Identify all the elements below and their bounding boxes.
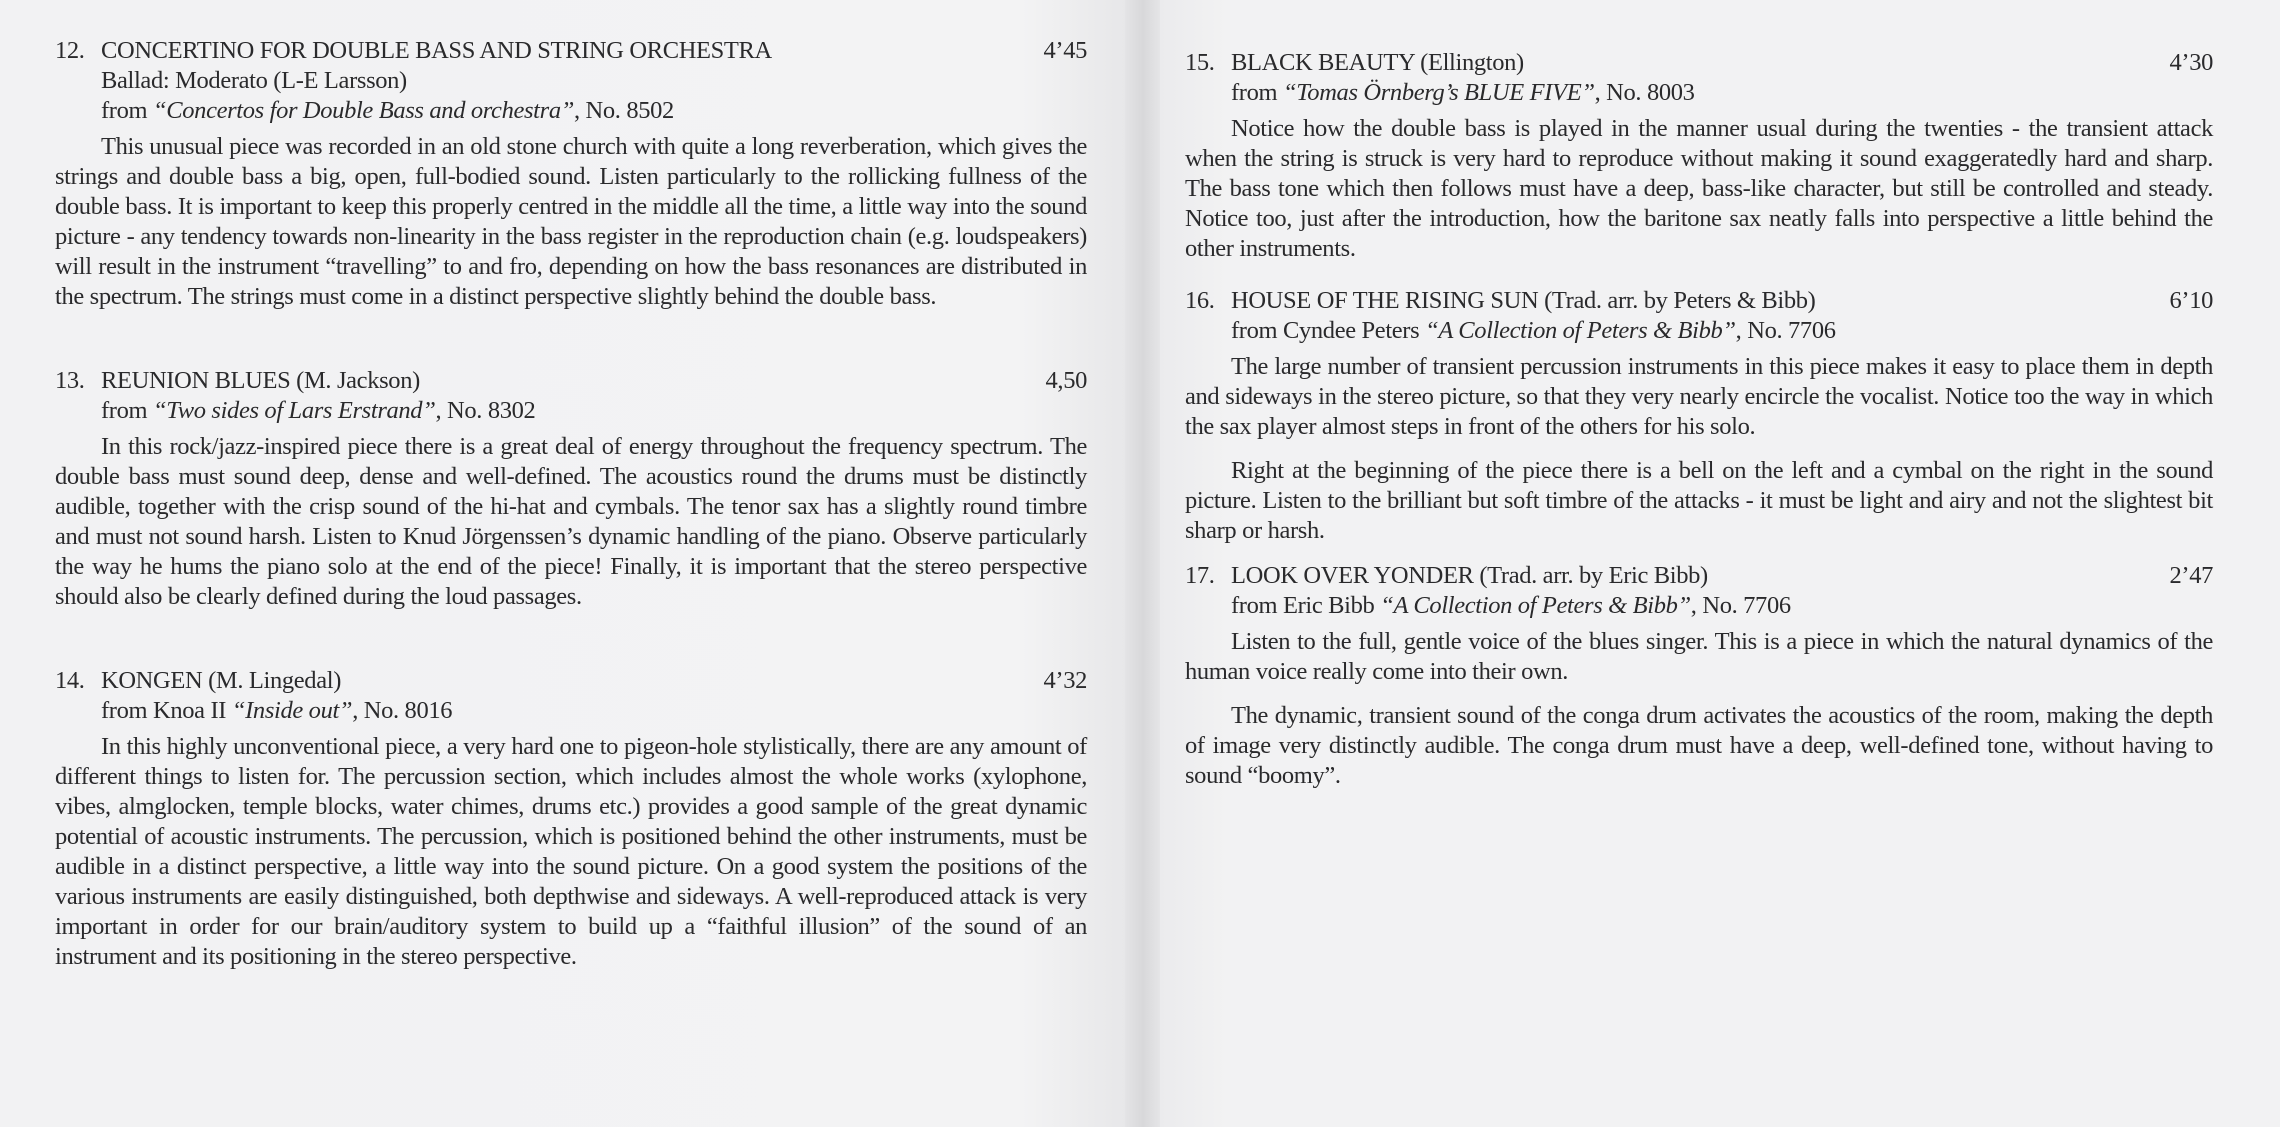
track-number: 14. <box>55 667 85 694</box>
track-source-line <box>55 96 1087 126</box>
track-title-line <box>55 366 420 396</box>
track-description: The dynamic, transient sound of the conga drum activates the acoustics of the room, making the depth of image very distinctly audible. The conga drum must have a deep, well-defined tone, without having to sound “boomy”. <box>1185 702 2213 789</box>
track-title: CONCERTINO FOR DOUBLE BASS AND STRING ORCHESTRA <box>101 37 772 64</box>
booklet-spine <box>1125 0 1165 1127</box>
track-duration: 4’45 <box>1043 37 1087 64</box>
track-title-line <box>1185 48 1524 78</box>
track-composer: (Trad. arr. by Peters & Bibb) <box>1538 287 1816 314</box>
track-source-line <box>1185 591 2213 621</box>
track-source-line <box>55 396 1087 426</box>
track-heading <box>55 666 1087 696</box>
source-prefix: from <box>1231 79 1283 106</box>
track-duration: 2’47 <box>2169 562 2213 589</box>
track-composer: (M. Lingedal) <box>202 667 341 694</box>
source-prefix: from Cyndee Peters <box>1231 317 1426 344</box>
track-source-line <box>55 66 1087 96</box>
album-title: “A Collection of Peters & Bibb” <box>1380 592 1691 619</box>
track-description: Right at the beginning of the piece there is a bell on the left and a cymbal on the right in the sound picture. Listen to the brilliant but soft timbre of the attacks - it must be light and airy and not the slightest bit sharp or harsh. <box>1185 457 2213 544</box>
track-title: HOUSE OF THE RISING SUN <box>1231 287 1539 314</box>
track-number: 13. <box>55 367 85 394</box>
track-source-line <box>1185 316 2213 346</box>
track-description: In this highly unconventional piece, a very hard one to pigeon-hole stylistically, there are any amount of different things to listen for. The percussion section, which includes almost the whole works (xylophone, vibes, almglocken, temple blocks, water chimes, drums etc.) provides a good sample of the great dynamic potential of acoustic instruments. The percussion, which is positioned behind the other instruments, must be audible in a distinct perspective, a little way into the sound picture. On a good system the positions of the various instruments are easily distinguished, both depthwise and sideways. A well-reproduced attack is very important in order for our brain/auditory system to build up a “faithful illusion” of the sound of an instrument and its positioning in the stereo perspective. <box>55 733 1087 970</box>
catalog-number: , No. 8003 <box>1594 79 1695 106</box>
track-description: Listen to the full, gentle voice of the blues singer. This is a piece in which the natural dynamics of the human voice really come into their own. <box>1185 628 2213 685</box>
track-heading <box>1185 561 2213 591</box>
track-composer: (Ellington) <box>1414 49 1524 76</box>
track-heading <box>1185 286 2213 316</box>
catalog-number: , No. 8302 <box>435 397 536 424</box>
track-title-line <box>1185 561 1708 591</box>
track-description: The large number of transient percussion instruments in this piece makes it easy to place them in depth and sideways in the stereo picture, so that they very nearly encircle the vocalist. Notice too the way in which the sax player almost steps in front of the others for his solo. <box>1185 353 2213 440</box>
track-entry <box>55 666 1087 972</box>
track-number: 15. <box>1185 49 1215 76</box>
track-duration: 6’10 <box>2169 287 2213 314</box>
track-title-line <box>1185 286 1815 316</box>
track-title-line <box>55 36 772 66</box>
track-heading <box>55 366 1087 396</box>
track-number: 16. <box>1185 287 1215 314</box>
track-title-line <box>55 666 341 696</box>
track-number: 12. <box>55 37 85 64</box>
source-prefix: from Knoa II <box>101 697 232 724</box>
track-entry <box>1185 286 2213 546</box>
track-duration: 4’32 <box>1043 667 1087 694</box>
track-duration: 4,50 <box>1045 367 1087 394</box>
track-heading <box>1185 48 2213 78</box>
track-entry <box>55 366 1087 612</box>
source-prefix: from <box>101 97 153 124</box>
track-entry <box>55 36 1087 312</box>
track-source-line <box>55 696 1087 726</box>
track-source-line <box>1185 78 2213 108</box>
track-number: 17. <box>1185 562 1215 589</box>
track-composer: (Trad. arr. by Eric Bibb) <box>1473 562 1708 589</box>
catalog-number: , No. 8502 <box>574 97 674 124</box>
catalog-number: , No. 8016 <box>352 697 453 724</box>
track-composer: (M. Jackson) <box>290 367 420 394</box>
track-description: This unusual piece was recorded in an old stone church with quite a long reverberation, which gives the strings and double bass a big, open, full-bodied sound. Listen particularly to the rollicking fullness of the double bass. It is important to keep this properly centred in the middle all the time, a little way into the sound picture - any tendency towards non-linearity in the bass register in the reproduction chain (e.g. loudspeakers) will result in the instrument “travelling” to and fro, depending on how the bass resonances are distributed in the spectrum. The strings must come in a distinct perspective slightly behind the double bass. <box>55 133 1087 310</box>
album-title: “A Collection of Peters & Bibb” <box>1425 317 1736 344</box>
track-description: Notice how the double bass is played in the manner usual during the twenties - the transient attack when the string is struck is very hard to reproduce without making it sound exaggeratedly hard and sharp. The bass tone which then follows must have a deep, bass-like character, but still be controlled and steady. Notice too, just after the introduction, how the baritone sax neatly falls into perspective a little behind the other instruments. <box>1185 115 2213 262</box>
album-title: “Tomas Örnberg’s BLUE FIVE” <box>1283 79 1595 106</box>
album-title: “Inside out” <box>231 697 353 724</box>
album-title: “Two sides of Lars Erstrand” <box>153 397 436 424</box>
track-title: REUNION BLUES <box>101 367 291 394</box>
track-title: BLACK BEAUTY <box>1231 49 1415 76</box>
track-heading <box>55 36 1087 66</box>
catalog-number: , No. 7706 <box>1690 592 1791 619</box>
track-title: KONGEN <box>101 667 203 694</box>
track-entry <box>1185 48 2213 264</box>
catalog-number: , No. 7706 <box>1735 317 1836 344</box>
source-prefix: from <box>101 397 153 424</box>
album-title: “Concertos for Double Bass and orchestra” <box>153 97 574 124</box>
source-prefix: Ballad: Moderato (L-E Larsson) <box>101 67 407 94</box>
track-duration: 4’30 <box>2169 49 2213 76</box>
track-entry <box>1185 561 2213 791</box>
track-title: LOOK OVER YONDER <box>1231 562 1474 589</box>
track-description: In this rock/jazz-inspired piece there is a great deal of energy throughout the frequency spectrum. The double bass must sound deep, dense and well-defined. The acoustics round the drums must be distinctly audible, together with the crisp sound of the hi-hat and cymbals. The tenor sax has a slightly round timbre and must not sound harsh. Listen to Knud Jörgenssen’s dynamic handling of the piano. Observe particularly the way he hums the piano solo at the end of the piece! Finally, it is important that the stereo perspective should also be clearly defined during the loud passages. <box>55 433 1087 610</box>
source-prefix: from Eric Bibb <box>1231 592 1381 619</box>
